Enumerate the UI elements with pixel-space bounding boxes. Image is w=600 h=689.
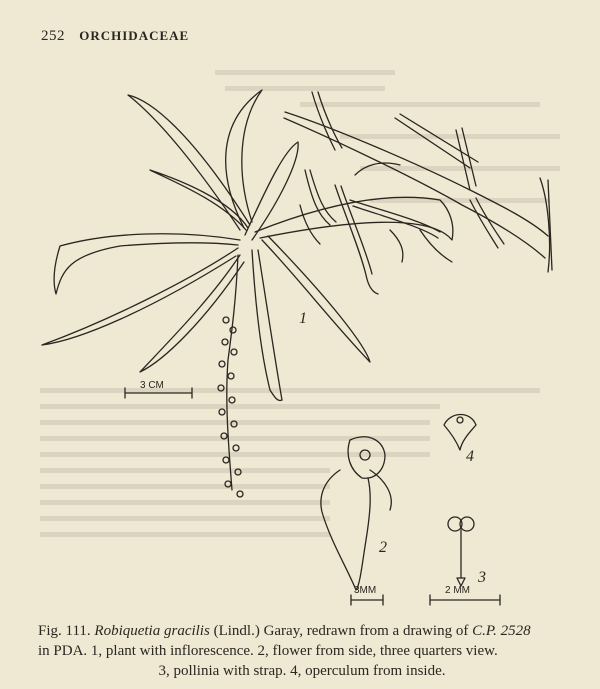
aerial-roots	[300, 163, 504, 294]
caption-authority: (Lindl.) Garay, redrawn from a drawing of	[213, 623, 469, 639]
caption-fig-label: Fig. 111.	[38, 623, 91, 639]
scale-label-flower: 3MM	[354, 585, 377, 596]
figure-label-2: 2	[379, 539, 387, 556]
figure-caption	[38, 621, 566, 681]
show-through-text	[40, 70, 560, 537]
caption-source: C.P. 2528	[472, 623, 531, 639]
caption-line-1	[38, 623, 531, 639]
flower-side-view	[321, 437, 391, 590]
caption-line-3: 3, pollinia with strap. 4, operculum from inside.	[158, 663, 446, 679]
caption-species: Robiquetia gracilis	[94, 623, 210, 639]
page-number: 252	[41, 28, 65, 44]
operculum-drawing	[444, 414, 476, 450]
scale-label-plant: 3 CM	[140, 380, 164, 391]
scale-label-pollinia: 2 MM	[445, 585, 470, 596]
figure-label-3: 3	[478, 569, 486, 586]
figure-label-4: 4	[466, 448, 474, 465]
woody-stem	[284, 92, 552, 272]
section-title: ORCHIDACEAE	[79, 28, 190, 43]
figure-label-1: 1	[299, 310, 307, 327]
pollinia-drawing	[448, 517, 474, 586]
caption-line-2: in PDA. 1, plant with inflorescence. 2, flower from side, three quarters view.	[38, 643, 498, 659]
inflorescence	[218, 255, 243, 497]
